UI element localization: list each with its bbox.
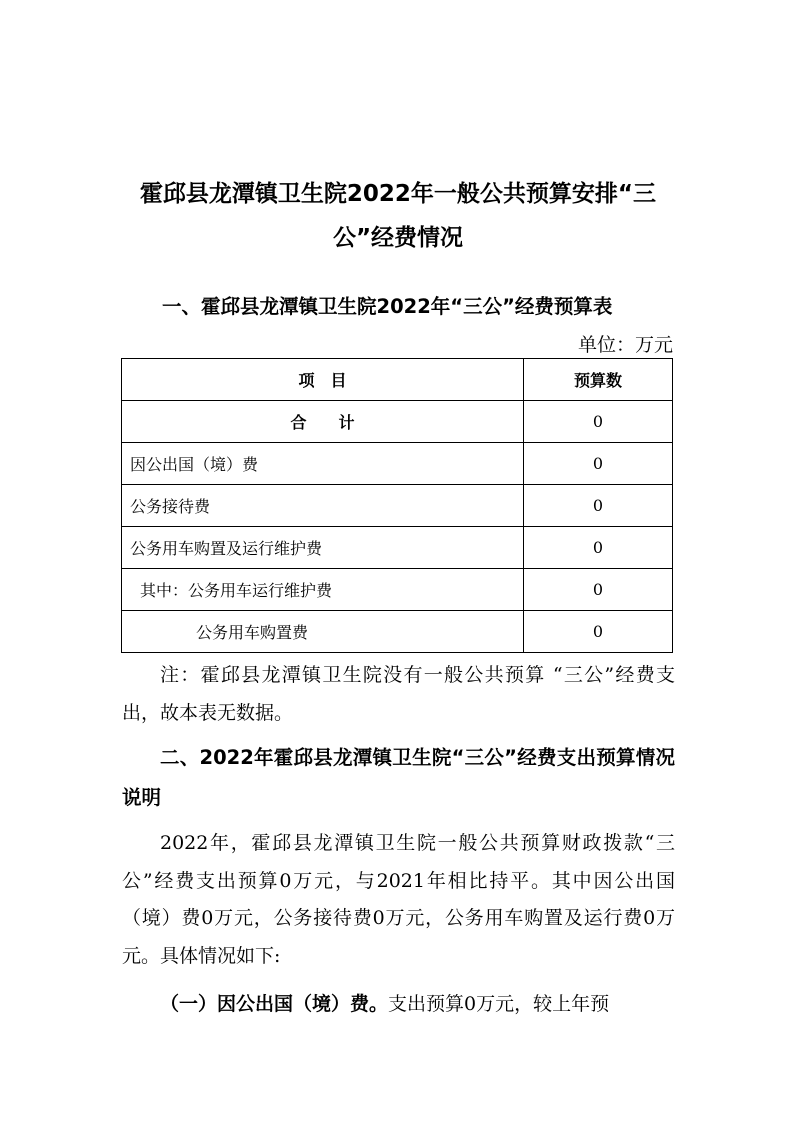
page-title: 霍邱县龙潭镇卫生院2022年一般公共预算安排“三公”经费情况 bbox=[139, 181, 657, 251]
row-label: 公务用车购置费 bbox=[122, 611, 524, 653]
header-item: 项 目 bbox=[122, 359, 524, 401]
row-value: 0 bbox=[524, 401, 673, 443]
row-label: 公务用车购置及运行维护费 bbox=[122, 527, 524, 569]
unit-label: 单位：万元 bbox=[577, 334, 673, 356]
budget-table bbox=[121, 358, 673, 653]
table-row-total bbox=[122, 401, 673, 443]
row-value: 0 bbox=[524, 485, 673, 527]
header-budget: 预算数 bbox=[524, 359, 673, 401]
subsection-1 bbox=[122, 985, 675, 1023]
table-row bbox=[122, 527, 673, 569]
row-label: 合 计 bbox=[122, 401, 524, 443]
subsection-1-text: 支出预算0万元，较上年预 bbox=[388, 993, 610, 1015]
table-row bbox=[122, 443, 673, 485]
table-note: 注：霍邱县龙潭镇卫生院没有一般公共预算 “三公”经费支出，故本表无数据。 bbox=[122, 664, 675, 724]
section1-heading: 一、霍邱县龙潭镇卫生院2022年“三公”经费预算表 bbox=[162, 295, 613, 318]
row-label: 其中：公务用车运行维护费 bbox=[122, 569, 524, 611]
table-row bbox=[122, 569, 673, 611]
section2-heading: 二、2022年霍邱县龙潭镇卫生院“三公”经费支出预算情况说明 bbox=[122, 746, 675, 809]
subsection-1-heading: （一）因公出国（境）费。 bbox=[160, 993, 389, 1015]
row-value: 0 bbox=[524, 527, 673, 569]
row-value: 0 bbox=[524, 611, 673, 653]
row-value: 0 bbox=[524, 443, 673, 485]
row-label: 因公出国（境）费 bbox=[122, 443, 524, 485]
table-header-row bbox=[122, 359, 673, 401]
row-value: 0 bbox=[524, 569, 673, 611]
table-row bbox=[122, 485, 673, 527]
row-label: 公务接待费 bbox=[122, 485, 524, 527]
table-row bbox=[122, 611, 673, 653]
section2-paragraph: 2022年，霍邱县龙潭镇卫生院一般公共预算财政拨款“三公”经费支出预算0万元，与2021年相比持平。其中因公出国（境）费0万元，公务接待费0万元，公务用车购置及运行费0万元。具体情况如下: bbox=[122, 832, 675, 967]
